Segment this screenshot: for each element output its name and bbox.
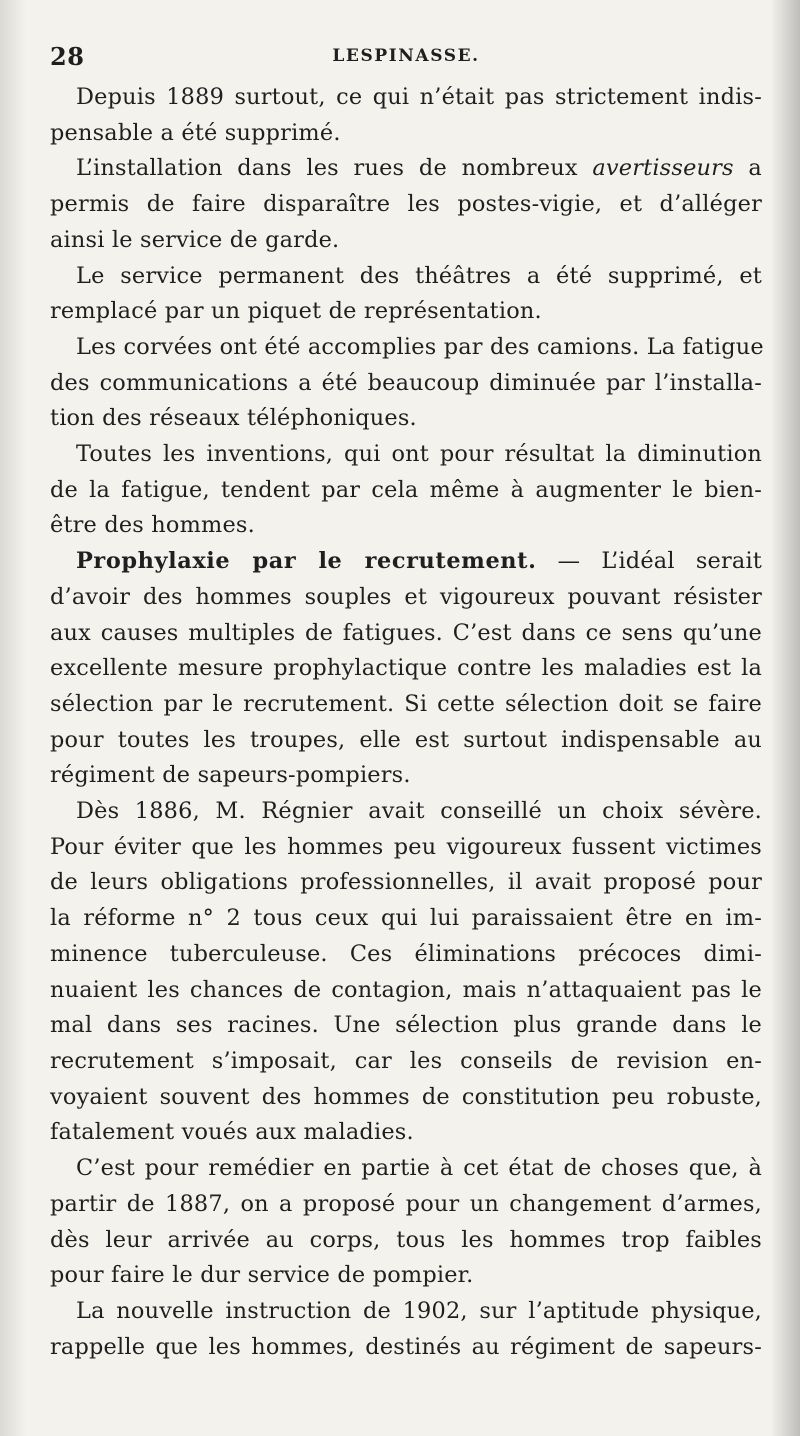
text-line: Le service permanent des théâtres a été supprimé, et	[76, 262, 762, 289]
paragraph-6	[50, 544, 762, 794]
text-line: sélection par le recrutement. Si cette sélection doit se faire	[50, 690, 762, 717]
text-line: des communications a été beaucoup diminuée par l’installa-	[50, 369, 762, 396]
text-line: de la fatigue, tendent par cela même à augmenter le bien-	[50, 476, 762, 503]
text-line: tion des réseaux téléphoniques.	[50, 405, 417, 432]
text-line	[50, 544, 762, 580]
text-line: de leurs obligations professionnelles, il avait proposé pour	[50, 869, 762, 896]
paragraph-7	[50, 794, 762, 1151]
section-heading: Prophylaxie par le recrutement.	[76, 548, 537, 575]
text-line: pour toutes les troupes, elle est surtout indispensable au	[50, 726, 762, 753]
text-line: remplacé par un piquet de représentation.	[50, 298, 542, 325]
paragraph-2	[50, 151, 762, 258]
text-line: pensable a été supprimé.	[50, 119, 341, 146]
text-line: fatalement voués aux maladies.	[50, 1119, 414, 1146]
text-line: régiment de sapeurs-pompiers.	[50, 762, 411, 789]
text-line: excellente mesure prophylactique contre les maladies est la	[50, 655, 762, 682]
paragraph-1	[50, 80, 762, 151]
running-head	[50, 40, 762, 70]
text-line: C’est pour remédier en partie à cet état de choses que, à	[76, 1155, 762, 1182]
text-line: permis de faire disparaître les postes-vigie, et d’alléger	[50, 191, 762, 218]
text-fragment: L’installation dans les rues de nombreux	[76, 155, 593, 182]
text-line: Toutes les inventions, qui ont pour résultat la diminution	[76, 441, 762, 468]
text-line: La nouvelle instruction de 1902, sur l’aptitude physique,	[76, 1297, 762, 1324]
text-line: d’avoir des hommes souples et vigoureux pouvant résister	[50, 583, 762, 610]
italic-term: avertisseurs	[592, 155, 734, 182]
text-line	[50, 151, 762, 187]
text-line: aux causes multiples de fatigues. C’est dans ce sens qu’une	[50, 619, 762, 646]
text-line: minence tuberculeuse. Ces éliminations précoces dimi-	[50, 940, 762, 967]
paragraph-9	[50, 1294, 762, 1365]
text-fragment: a	[733, 155, 762, 182]
text-line: être des hommes.	[50, 512, 255, 539]
text-line: partir de 1887, on a proposé pour un changement d’armes,	[50, 1190, 762, 1217]
text-line: Depuis 1889 surtout, ce qui n’était pas strictement indis-	[76, 84, 762, 110]
text-line: dès leur arrivée au corps, tous les hommes trop faibles	[50, 1226, 762, 1253]
text-line: ainsi le service de garde.	[50, 226, 340, 253]
text-line: mal dans ses racines. Une sélection plus grande dans le	[50, 1012, 762, 1039]
paragraph-8	[50, 1151, 762, 1294]
text-line: nuaient les chances de contagion, mais n’attaquaient pas le	[50, 976, 762, 1003]
running-head-title: LESPINASSE.	[332, 46, 480, 66]
text-line: Les corvées ont été accomplies par des camions. La fatigue	[76, 333, 764, 360]
text-line: Dès 1886, M. Régnier avait conseillé un choix sévère.	[76, 798, 762, 825]
paragraph-5	[50, 437, 762, 544]
text-fragment: — L’idéal serait	[536, 548, 762, 575]
page-number: 28	[50, 42, 85, 71]
body-text	[50, 80, 762, 1365]
paragraph-4	[50, 330, 762, 437]
text-line: voyaient souvent des hommes de constitution peu robuste,	[50, 1083, 762, 1110]
paragraph-3	[50, 259, 762, 330]
text-line: la réforme n° 2 tous ceux qui lui paraissaient être en im-	[50, 905, 762, 932]
text-line: recrutement s’imposait, car les conseils de revision en-	[50, 1047, 762, 1074]
text-line: Pour éviter que les hommes peu vigoureux fussent victimes	[50, 833, 762, 860]
text-line: rappelle que les hommes, destinés au régiment de sapeurs-	[50, 1333, 762, 1360]
text-line: pour faire le dur service de pompier.	[50, 1262, 474, 1289]
